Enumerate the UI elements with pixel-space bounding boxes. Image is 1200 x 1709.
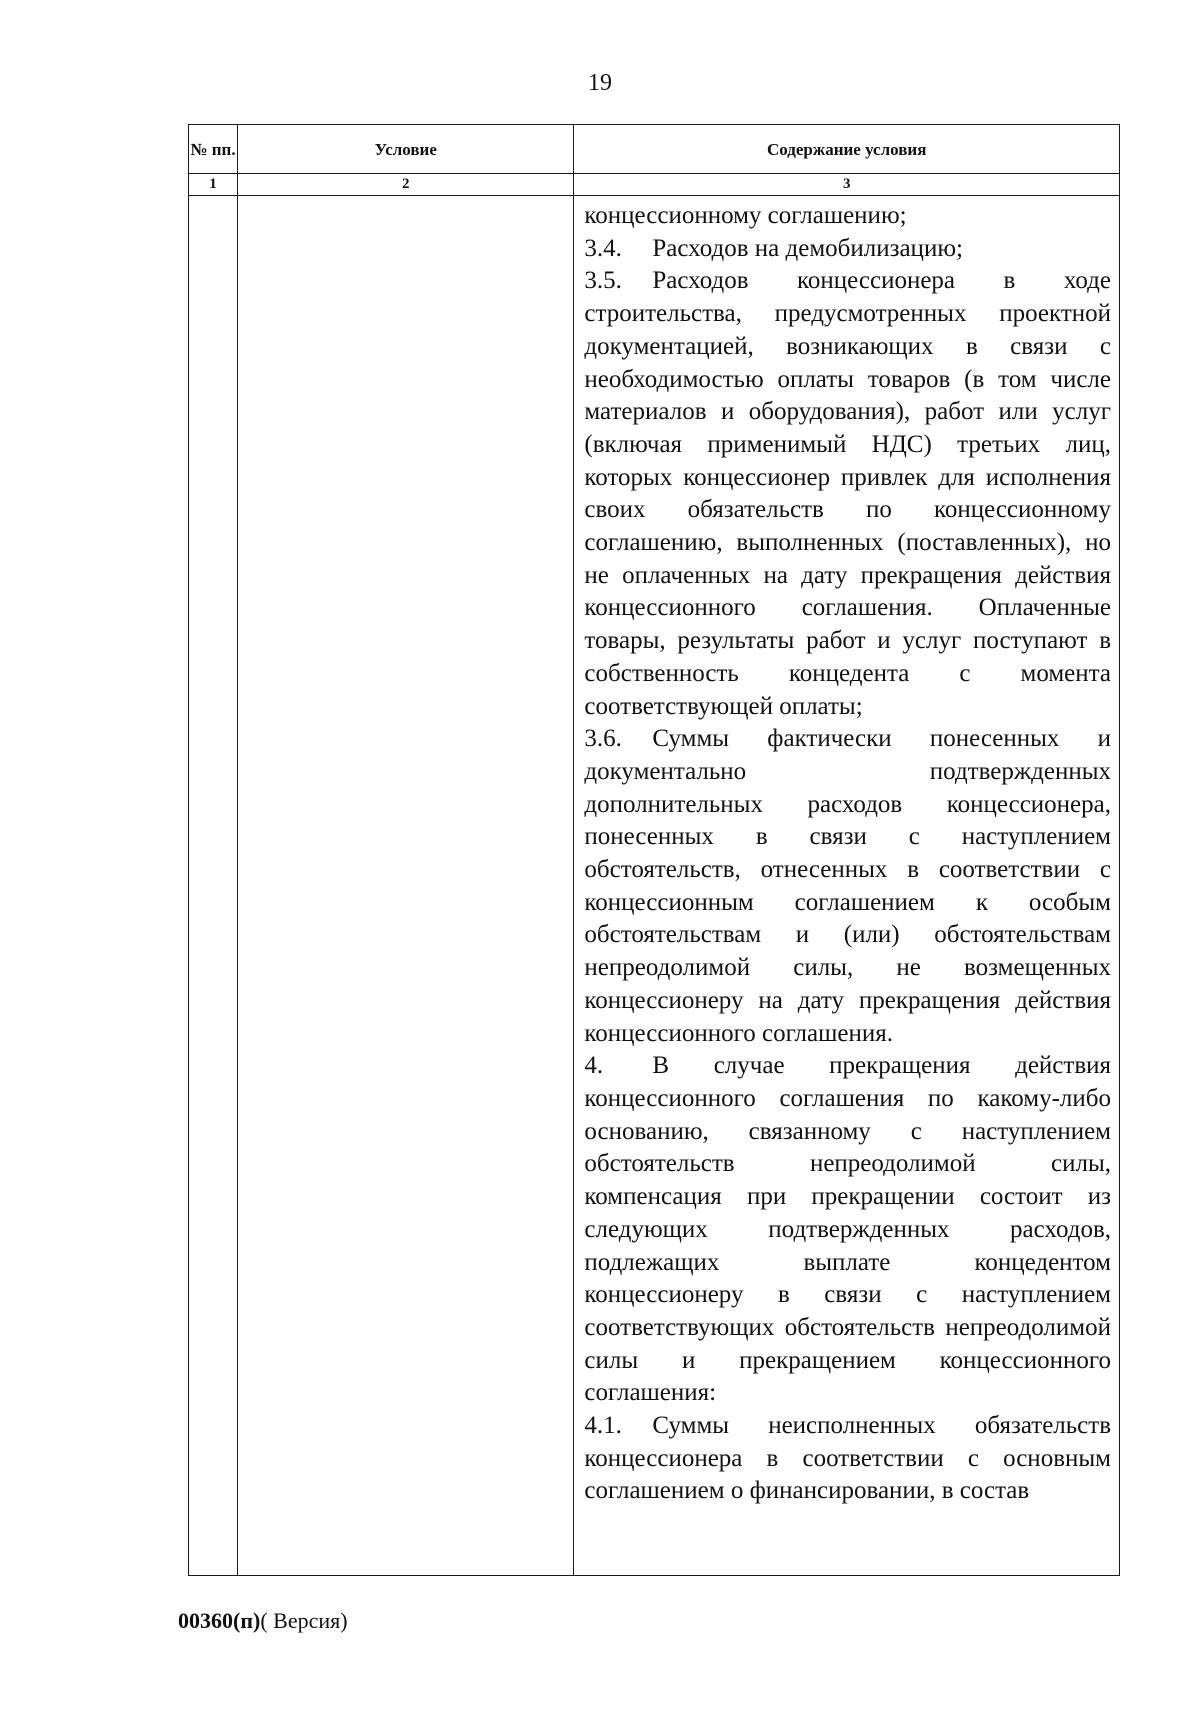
paragraph-text: В случае прекращения действия концессионного соглашения по какому-либо основанию, связанному с наступлением обстоятельств непреодолимой силы, компенсация при прекращении состоит из следующих подтвержденных расходов, подлежащих выплате концедентом концессионеру в связи с наступлением соответствующих обстоятельств непреодолимой силы и прекращением концессионного соглашения: <box>584 1052 1111 1407</box>
paragraph-text: Суммы фактически понесенных и документально подтвержденных дополнительных расходов концессионера, понесенных в связи с наступлением обстоятельств, отнесенных в соответствии с концессионным соглашением к особым обстоятельствам и (или) обстоятельствам непреодолимой силы, не возмещенных концессионеру на дату прекращения действия концессионного соглашения. <box>584 725 1111 1047</box>
conditions-table <box>188 124 1120 1576</box>
paragraph-number: 3.6. <box>584 725 622 753</box>
paragraph-number: 4.1. <box>584 1412 622 1440</box>
column-index-1: 1 <box>189 174 238 196</box>
header-condition: Условие <box>238 125 574 174</box>
column-index-3: 3 <box>574 174 1120 196</box>
header-content: Содержание условия <box>574 125 1120 174</box>
document-version: ( Версия) <box>260 1608 348 1633</box>
paragraph-continuation <box>584 200 1111 233</box>
content-cell <box>574 196 1120 1576</box>
paragraph-3-6 <box>584 723 1111 1050</box>
column-index-2: 2 <box>238 174 574 196</box>
paragraph-3-4 <box>584 233 1111 266</box>
paragraph-text: концессионному соглашению; <box>584 202 907 229</box>
table-header-row <box>189 125 1120 174</box>
paragraph-number: 4. <box>584 1052 604 1080</box>
table-row <box>189 196 1120 1576</box>
condition-cell <box>238 196 574 1576</box>
document-footer <box>178 1608 348 1634</box>
paragraph-number: 3.4. <box>584 234 622 262</box>
paragraph-4-1 <box>584 1410 1111 1508</box>
paragraph-4 <box>584 1050 1111 1410</box>
paragraph-3-5 <box>584 265 1111 723</box>
paragraph-text: Суммы неисполненных обязательств концессионера в соответствии с основным соглашением о финансировании, в состав <box>584 1412 1111 1505</box>
document-code: 00360(п) <box>178 1608 261 1633</box>
num-cell <box>189 196 238 1576</box>
column-index-row <box>189 174 1120 196</box>
page-number: 19 <box>588 70 612 96</box>
header-num: № пп. <box>189 125 238 174</box>
paragraph-text: Расходов на демобилизацию; <box>652 234 963 262</box>
paragraph-text: Расходов концессионера в ходе строительства, предусмотренных проектной документацией, возникающих в связи с необходимостью оплаты товаров (в том числе материалов и оборудования), работ или услуг (включая применимый НДС) третьих лиц, которых концессионер привлек для исполнения своих обязательств по концессионному соглашению, выполненных (поставленных), но не оплаченных на дату прекращения действия концессионного соглашения. Оплаченные товары, результаты работ и услуг поступают в собственность концедента с момента соответствующей оплаты; <box>584 267 1111 720</box>
paragraph-number: 3.5. <box>584 267 622 295</box>
